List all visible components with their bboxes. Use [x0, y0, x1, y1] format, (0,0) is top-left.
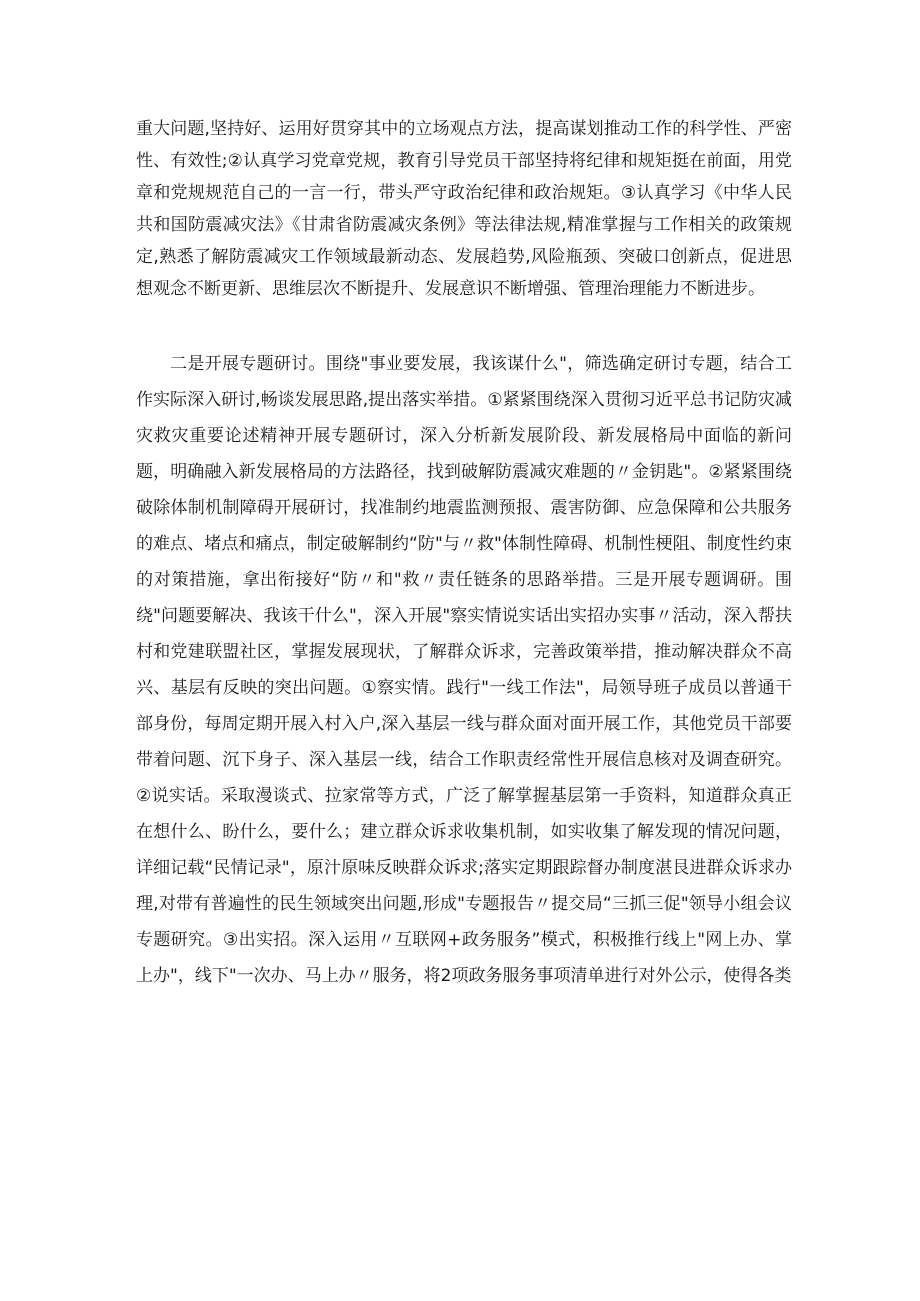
document-body [136, 113, 792, 994]
paragraph-study-continuation: 重大问题,坚持好、运用好贯穿其中的立场观点方法，提高谋划推动工作的科学性、严密性、有效性;②认真学习党章党规，教育引导党员干部坚持将纪律和规矩挺在前面，用党章和党规规范自己的一言一行，带头严守政治纪律和政治规矩。③认真学习《中华人民共和国防震减灾法》《甘肃省防震减灾条例》等法律法规,精准掌握与工作相关的政策规定,熟悉了解防震减灾工作领域最新动态、发展趋势,风险瓶颈、突破口创新点，促进思想观念不断更新、思维层次不断提升、发展意识不断增强、管理治理能力不断进步。 [136, 119, 792, 299]
paragraph-special-seminar: 二是开展专题研讨。围绕"事业要发展，我该谋什么"，筛选确定研讨专题，结合工作实际深入研讨,畅谈发展思路,提出落实举措。①紧紧围绕深入贯彻习近平总书记防灾减灾救灾重要论述精神开展专题研讨，深入分析新发展阶段、新发展格局中面临的新问题，明确融入新发展格局的方法路径，找到破解防震减灾难题的〃金钥匙"。②紧紧围绕破除体制机制障碍开展研讨，找准制约地震监测预报、震害防御、应急保障和公共服务的难点、堵点和痛点，制定破解制约“防"与〃救"体制性障碍、机制性梗阻、制度性约束的对策措施，拿出衔接好“防〃和"救〃责任链条的思路举措。三是开展专题调研。围绕"问题要解决、我该干什么"，深入开展"察实情说实话出实招办实事〃活动，深入帮扶村和党建联盟社区，掌握发展现状，了解群众诉求，完善政策举措，推动解决群众不高兴、基层有反映的突出问题。①察实情。践行"一线工作法"，局领导班子成员以普通干部身份，每周定期开展入村入户,深入基层一线与群众面对面开展工作，其他党员干部要带着问题、沉下身子、深入基层一线，结合工作职责经常性开展信息核对及调查研究。②说实话。采取漫谈式、拉家常等方式，广泛了解掌握基层第一手资料，知道群众真正在想什么、盼什么，要什么；建立群众诉求收集机制，如实收集了解发现的情况问题，详细记载“民情记录"，原汁原味反映群众诉求;落实定期跟踪督办制度湛艮进群众诉求办理,对带有普遍性的民生领域突出问题,形成"专题报告〃提交局“三抓三促"领导小组会议专题研究。③出实招。深入运用〃互联网+政务服务”模式，积极推行线上"网上办、掌上办"，线下"一次办、马上办〃服务，将2项政务服务事项清单进行对外公示，使得各类 [136, 354, 792, 986]
